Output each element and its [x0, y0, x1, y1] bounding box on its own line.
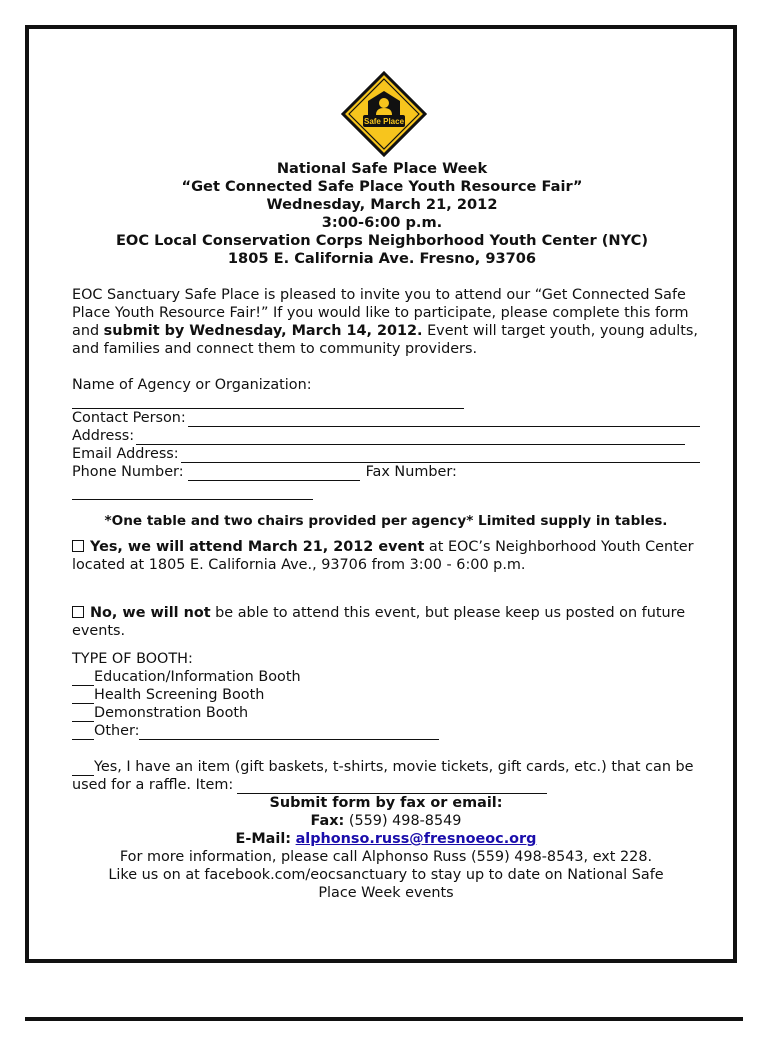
- contact-field[interactable]: [188, 412, 700, 427]
- attend-yes-checkbox[interactable]: [72, 540, 84, 552]
- booth-demo-label: Demonstration Booth: [94, 705, 249, 721]
- safe-place-logo: [341, 71, 427, 157]
- email-field[interactable]: [181, 448, 700, 463]
- event-address: 1805 E. California Ave. Fresno, 93706: [227, 250, 537, 267]
- booth-health-label: Health Screening Booth: [94, 687, 265, 703]
- email-label: Email Address:: [72, 446, 179, 462]
- agency-field[interactable]: [72, 394, 464, 409]
- intro-text: EOC Sanctuary Safe Place is pleased to invite you to attend our “Get Connected Safe Place Youth Resource Fair!” If you would like to participate, please complete this form and: [72, 287, 689, 339]
- facebook-line: Like us on at facebook.com/eocsanctuary to stay up to date on National Safe Place Week events: [108, 867, 664, 901]
- email-row: [72, 445, 700, 463]
- booth-other-label: Other:: [94, 723, 140, 739]
- attend-no-details: be able to attend this event, but please keep us posted on future events.: [72, 605, 686, 639]
- attend-no-checkbox[interactable]: [72, 606, 84, 618]
- address-label: Address:: [72, 428, 135, 444]
- fax-label: Fax Number:: [365, 464, 457, 480]
- fax-line-label: Fax:: [310, 813, 345, 829]
- event-title: National Safe Place Week: [276, 160, 488, 177]
- raffle-item-field[interactable]: [237, 779, 547, 794]
- info-line: For more information, please call Alphonso Russ (559) 498-8543, ext 228.: [119, 849, 653, 865]
- attend-yes-details: at EOC’s Neighborhood Youth Center located at 1805 E. California Ave., 93706 from 3:00 - 6:00 p.m.: [72, 539, 694, 573]
- email-link[interactable]: alphonso.russ@fresnoeoc.org: [295, 831, 537, 847]
- attend-no-option: [72, 604, 700, 640]
- intro-paragraph: [72, 286, 700, 358]
- contact-label: Contact Person:: [72, 410, 186, 426]
- event-date: Wednesday, March 21, 2012: [266, 196, 498, 213]
- booth-education-blank[interactable]: [72, 671, 94, 686]
- fax-line: [72, 812, 700, 830]
- attend-yes-label: Yes, we will attend March 21, 2012 event: [90, 539, 425, 555]
- next-page-border: [25, 1017, 743, 1037]
- email-line-label: E-Mail:: [235, 831, 292, 847]
- raffle-blank[interactable]: [72, 761, 94, 776]
- event-venue: EOC Local Conservation Corps Neighborhood Youth Center (NYC): [115, 232, 649, 249]
- booth-education-label: Education/Information Booth: [94, 669, 301, 685]
- phone-label: Phone Number:: [72, 464, 184, 480]
- intro-text-end: Event will target youth, young adults, and families and connect them to community providers.: [72, 323, 698, 357]
- fax-field[interactable]: [72, 485, 313, 500]
- contact-row: [72, 409, 700, 427]
- event-header: [29, 160, 735, 268]
- booth-option-education: [72, 668, 700, 686]
- booth-option-other: [72, 722, 700, 740]
- attend-yes-option: [72, 538, 700, 574]
- address-field[interactable]: [136, 430, 685, 445]
- agency-label: Name of Agency or Organization:: [72, 377, 312, 393]
- raffle-option: [72, 758, 700, 794]
- fax-number: (559) 498-8549: [344, 813, 462, 829]
- booth-health-blank[interactable]: [72, 689, 94, 704]
- booth-other-blank[interactable]: [72, 725, 94, 740]
- event-time: 3:00-6:00 p.m.: [321, 214, 443, 231]
- submit-heading: Submit form by fax or email:: [269, 795, 503, 811]
- table-note: *One table and two chairs provided per agency* Limited supply in tables.: [104, 513, 668, 529]
- logo-text: Safe Place: [363, 117, 405, 126]
- phone-fax-row: [72, 463, 700, 481]
- address-row: [72, 427, 685, 445]
- submit-section: [72, 794, 700, 902]
- email-line: [72, 830, 700, 848]
- booth-option-demo: [72, 704, 700, 722]
- form-content: [72, 286, 700, 902]
- event-subtitle: “Get Connected Safe Place Youth Resource Fair”: [181, 178, 583, 195]
- booth-option-health: [72, 686, 700, 704]
- booth-other-field[interactable]: [139, 725, 439, 740]
- booth-heading: TYPE OF BOOTH:: [72, 651, 193, 667]
- intro-deadline: submit by Wednesday, March 14, 2012.: [103, 323, 423, 339]
- raffle-text: Yes, I have an item (gift baskets, t-shirts, movie tickets, gift cards, etc.) that can be used for a raffle. Item:: [72, 759, 694, 793]
- attend-no-label: No, we will not: [90, 605, 211, 621]
- phone-field[interactable]: [188, 466, 360, 481]
- booth-demo-blank[interactable]: [72, 707, 94, 722]
